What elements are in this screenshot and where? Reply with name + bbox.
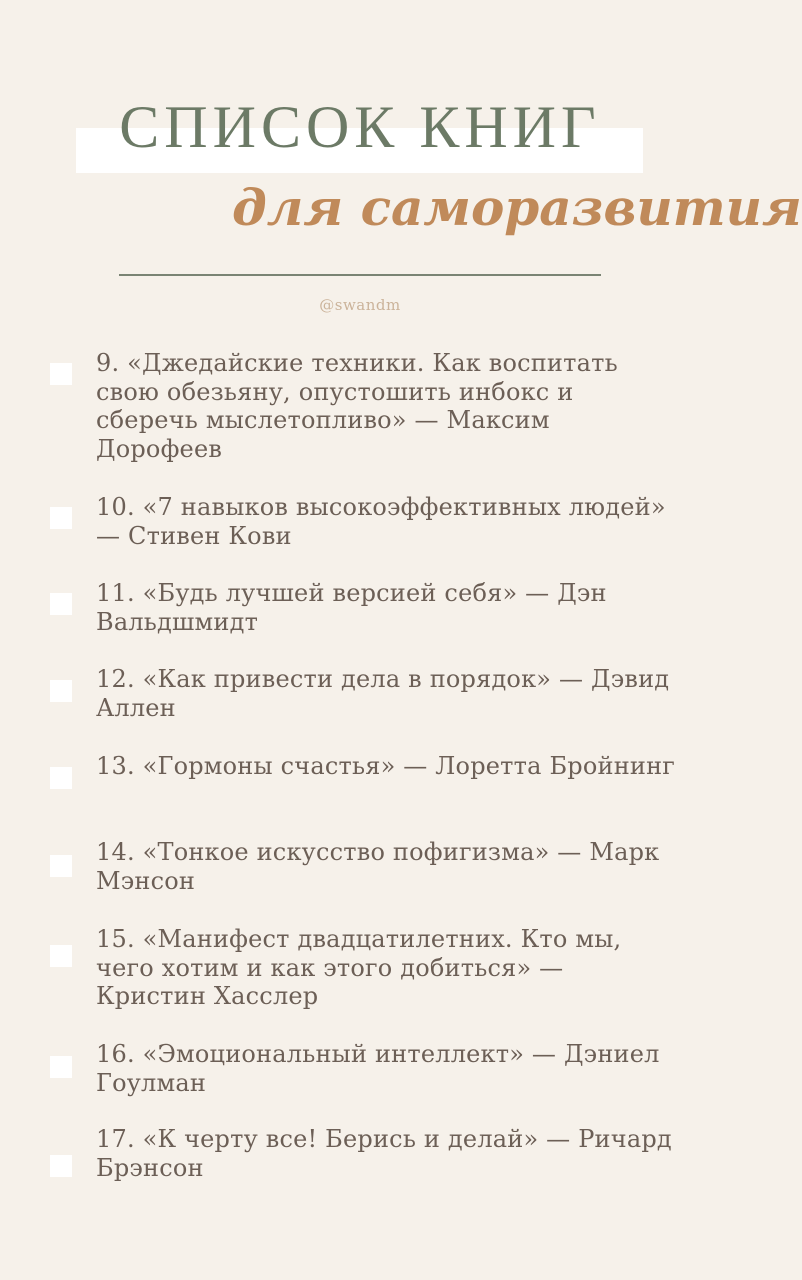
page-subtitle: для саморазвития — [232, 178, 802, 237]
book-11-checkbox[interactable] — [50, 593, 72, 615]
book-17-text: 17. «К черту все! Берись и делай» — Ричард Брэнсон — [96, 1125, 672, 1182]
book-9-text: 9. «Джедайские техники. Как воспитать свою обезьяну, опустошить инбокс и сберечь мыслетопливо» — Максим Дорофеев — [96, 349, 618, 463]
book-12-text: 12. «Как привести дела в порядок» — Дэвид Аллен — [96, 665, 670, 722]
page-title: СПИСОК КНИГ — [119, 94, 601, 160]
book-15-text: 15. «Манифест двадцатилетних. Кто мы, чего хотим и как этого добиться» — Кристин Хасслер — [96, 925, 622, 1010]
book-9-checkbox[interactable] — [50, 363, 72, 385]
book-10-checkbox[interactable] — [50, 507, 72, 529]
book-13-checkbox[interactable] — [50, 767, 72, 789]
book-17-checkbox[interactable] — [50, 1155, 72, 1177]
book-10-text: 10. «7 навыков высокоэффективных людей» — Стивен Кови — [96, 493, 666, 550]
author-handle: @swandm — [319, 296, 401, 314]
book-16-text: 16. «Эмоциональный интеллект» — Дэниел Гоулман — [96, 1040, 660, 1097]
book-12-checkbox[interactable] — [50, 680, 72, 702]
book-14-text: 14. «Тонкое искусство пофигизма» — Марк Мэнсон — [96, 838, 660, 895]
book-14-checkbox[interactable] — [50, 855, 72, 877]
book-13-text: 13. «Гормоны счастья» — Лоретта Бройнинг — [96, 752, 676, 780]
book-11-text: 11. «Будь лучшей версией себя» — Дэн Вальдшмидт — [96, 579, 607, 636]
book-16-checkbox[interactable] — [50, 1056, 72, 1078]
divider-line — [119, 274, 601, 276]
book-15-checkbox[interactable] — [50, 945, 72, 967]
